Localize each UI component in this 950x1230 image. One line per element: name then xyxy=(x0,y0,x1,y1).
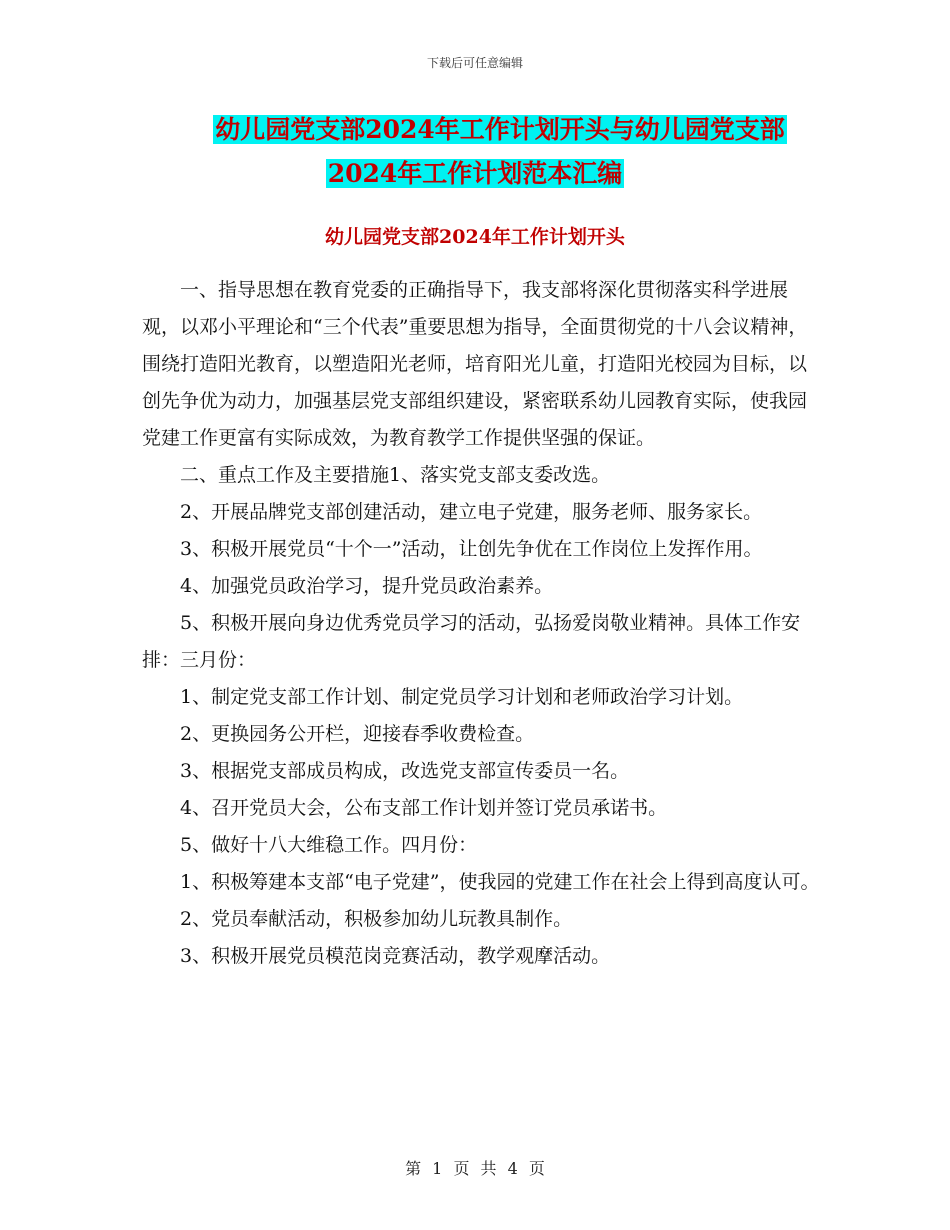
paragraph: 5、积极开展向身边优秀党员学习的活动，弘扬爱岗敬业精神。具体工作安排：三月份： xyxy=(142,612,801,671)
paragraph: 1、制定党支部工作计划、制定党员学习计划和老师政治学习计划。 xyxy=(180,686,744,708)
page-header: 下载后可任意编辑 xyxy=(426,56,523,70)
paragraph: 2、更换园务公开栏，迎接春季收费检查。 xyxy=(180,723,535,745)
paragraph: 5、做好十八大维稳工作。四月份： xyxy=(180,834,478,856)
paragraph: 2、开展品牌党支部创建活动，建立电子党建，服务老师、服务家长。 xyxy=(180,501,763,523)
paragraph: 1、积极筹建本支部“电子党建”，使我园的党建工作在社会上得到高度认可。 xyxy=(180,871,820,893)
paragraph: 3、积极开展党员模范岗竞赛活动，教学观摩活动。 xyxy=(180,945,611,967)
title-highlight-2: 2024年工作计划范本汇编 xyxy=(327,159,623,188)
paragraph: 一、指导思想在教育党委的正确指导下，我支部将深化贯彻落实科学进展观，以邓小平理论和“三个代表”重要思想为指导，全面贯彻党的十八会议精神，围绕打造阳光教育，以塑造阳光老师，培育阳光儿童，打造阳光校园为目标，以创先争优为动力，加强基层党支部组织建设，紧密联系幼儿园教育实际，使我园党建工作更富有实际成效，为教育教学工作提供坚强的保证。 xyxy=(142,279,808,449)
document-title-line-1 xyxy=(0,112,950,148)
document-title-line-2 xyxy=(0,156,950,192)
document-body xyxy=(142,272,822,975)
page-footer: 第 1 页 共 4 页 xyxy=(405,1159,545,1178)
paragraph: 3、积极开展党员“十个一”活动，让创先争优在工作岗位上发挥作用。 xyxy=(180,538,763,560)
paragraph: 3、根据党支部成员构成，改选党支部宣传委员一名。 xyxy=(180,760,630,782)
paragraph: 2、党员奉献活动，积极参加幼儿玩教具制作。 xyxy=(180,908,573,930)
section-heading: 幼儿园党支部2024年工作计划开头 xyxy=(325,226,625,248)
paragraph: 4、召开党员大会，公布支部工作计划并签订党员承诺书。 xyxy=(180,797,668,819)
title-highlight-1: 幼儿园党支部2024年工作计划开头与幼儿园党支部 xyxy=(215,115,785,144)
paragraph: 4、加强党员政治学习，提升党员政治素养。 xyxy=(180,575,554,597)
paragraph: 二、重点工作及主要措施1、落实党支部支委改选。 xyxy=(180,464,611,486)
